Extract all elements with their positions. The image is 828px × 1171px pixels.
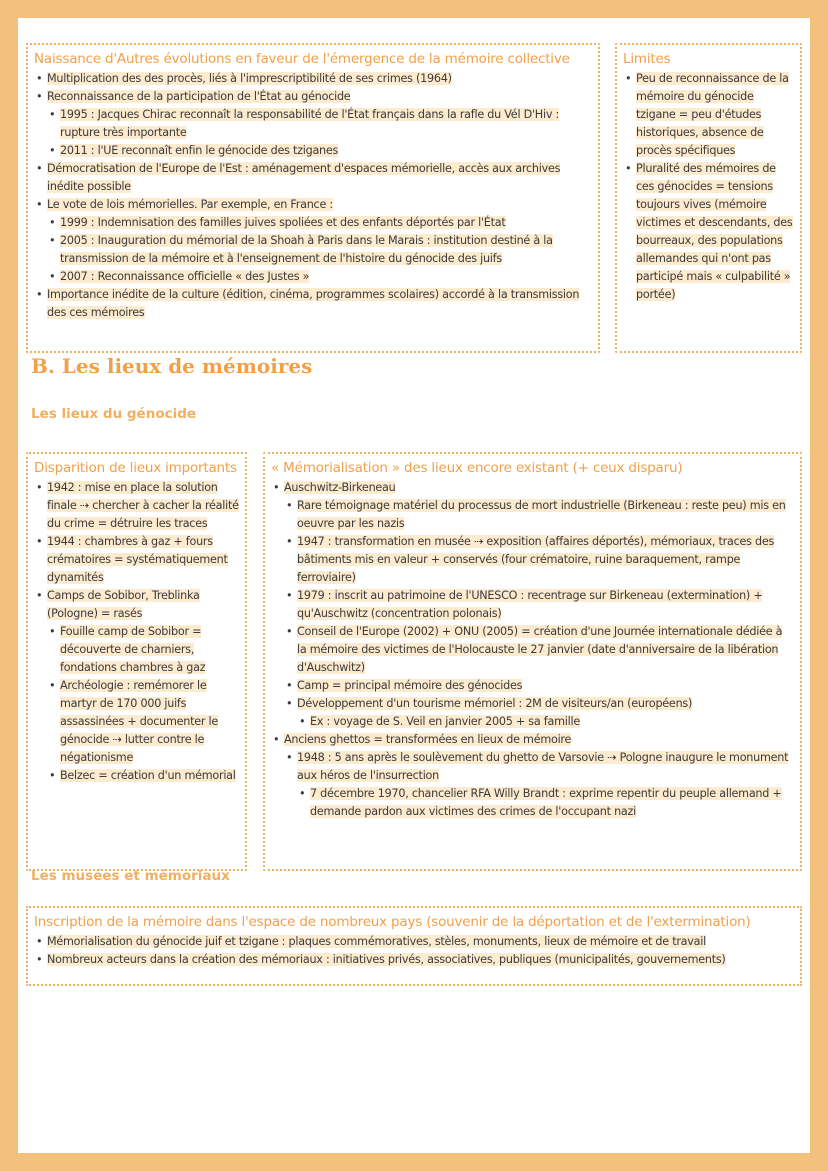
list-item: • 1995 : Jacques Chirac reconnaît la responsabilité de l'État français dans la rafle du Vél D'Hiv : rupture très importante [60,106,592,142]
list-item: • Développement d'un tourisme mémoriel : 2M de visiteurs/an (européens) • Ex : voyage de S. Veil en janvier 2005 + sa famille [297,695,794,731]
list-item: • Reconnaissance de la participation de l'État au génocide • 1995 : Jacques Chirac reconnaît la responsabilité de l'État français dans la rafle du Vél D'Hiv : rupture très importante • 2011 : l'UE reconnaît enfin le génocide des tziganes [47,88,592,160]
list-item: • Archéologie : remémorer le martyr de 170 000 juifs assassinées + documenter le génocide ⇢ lutter contre le négationisme [60,677,239,767]
list-item: • Pluralité des mémoires de ces génocides = tensions toujours vives (mémoire victimes et descendants, des bourreaux, des populations allemandes qui n'ont pas participé mais « culpabilité » portée) [636,160,794,304]
memorialisation-list [271,479,794,821]
list-item: • Mémorialisation du génocide juif et tzigane : plaques commémoratives, stèles, monuments, lieux de mémoire et de travail [47,933,794,951]
disparition-box [26,452,247,871]
disparition-list [34,479,239,785]
list-item: • 1979 : inscrit au patrimoine de l'UNESCO : recentrage sur Birkeneau (extermination) + qu'Auschwitz (concentration polonais) [297,587,794,623]
list-item: • Nombreux acteurs dans la création des mémoriaux : initiatives privés, associatives, publiques (municipalités, gouvernements) [47,951,794,969]
list-item: • Multiplication des des procès, liés à l'imprescriptibilité de ses crimes (1964) [47,70,592,88]
evolutions-title: Naissance d'Autres évolutions en faveur de l'émergence de la mémoire collective [34,51,570,67]
list-item: • Camps de Sobibor, Treblinka (Pologne) = rasés • Fouille camp de Sobibor = découverte de charniers, fondations chambres à gaz • Archéologie : remémorer le martyr de 170 000 juifs assassinées + documenter le génocide ⇢ lutter contre le négationisme • Belzec = création d'un mémorial [47,587,239,785]
list-item: • 7 décembre 1970, chancelier RFA Willy Brandt : exprime repentir du peuple allemand + demande pardon aux victimes des crimes de l'occupant nazi [310,785,794,821]
list-item: • Anciens ghettos = transformées en lieux de mémoire • 1948 : 5 ans après le soulèvement du ghetto de Varsovie ⇢ Pologne inaugure le monument aux héros de l'insurrection • 7 décembre 1970, chancelier RFA Willy Brandt : exprime repentir du peuple allemand + demande pardon aux victimes des crimes de l'occupant nazi [284,731,794,821]
list-item: • Camp = principal mémoire des génocides [297,677,794,695]
inscription-title: Inscription de la mémoire dans l'espace de nombreux pays (souvenir de la déportation et de l'extermination) [34,914,751,930]
list-item: • 1944 : chambres à gaz + fours crématoires = systématiquement dynamités [47,533,239,587]
list-item: • Fouille camp de Sobibor = découverte de charniers, fondations chambres à gaz [60,623,239,677]
memorialisation-box [263,452,802,871]
evolutions-list [34,70,592,322]
list-item: • 1947 : transformation en musée ⇢ exposition (affaires déportés), mémoriaux, traces des bâtiments mis en valeur + conservés (four crématoire, ruine baraquement, rampe ferroviaire) [297,533,794,587]
evolutions-box [26,43,600,353]
list-item: • 2005 : Inauguration du mémorial de la Shoah à Paris dans le Marais : institution destiné à la transmission de la mémoire et à l'enseignement de l'histoire du génocide des juifs [60,232,592,268]
subtitle-musees-memoriaux: Les musées et mémoriaux [31,868,230,884]
subtitle-lieux-genocide: Les lieux du génocide [31,406,197,422]
list-item: • Ex : voyage de S. Veil en janvier 2005 + sa famille [310,713,794,731]
disparition-title: Disparition de lieux importants [34,460,237,476]
list-item: • Le vote de lois mémorielles. Par exemple, en France : • 1999 : Indemnisation des familles juives spoliées et des enfants déportés par l'État • 2005 : Inauguration du mémorial de la Shoah à Paris dans le Marais : institution destiné à la transmission de la mémoire et à l'enseignement de l'histoire du génocide des juifs • 2007 : Reconnaissance officielle « des Justes » [47,196,592,286]
limites-title: Limites [623,51,671,67]
list-item: • Peu de reconnaissance de la mémoire du génocide tzigane = peu d'études historiques, absence de procès spécifiques [636,70,794,160]
list-item: • 2007 : Reconnaissance officielle « des Justes » [60,268,592,286]
list-item: • 1948 : 5 ans après le soulèvement du ghetto de Varsovie ⇢ Pologne inaugure le monument aux héros de l'insurrection • 7 décembre 1970, chancelier RFA Willy Brandt : exprime repentir du peuple allemand + demande pardon aux victimes des crimes de l'occupant nazi [297,749,794,821]
list-item: • 2011 : l'UE reconnaît enfin le génocide des tziganes [60,142,592,160]
list-item: • 1942 : mise en place la solution finale ⇢ chercher à cacher la réalité du crime = détruire les traces [47,479,239,533]
page [18,18,810,1153]
list-item: • Auschwitz-Birkeneau • Rare témoignage matériel du processus de mort industrielle (Birkeneau : reste peu) mis en oeuvre par les nazis • 1947 : transformation en musée ⇢ exposition (affaires déportés), mémoriaux, traces des bâtiments mis en valeur + conservés (four crématoire, ruine baraquement, rampe ferroviaire) • 1979 : inscrit au patrimoine de l'UNESCO : recentrage sur Birkeneau (extermination) + qu'Auschwitz (concentration polonais) • Conseil de l'Europe (2002) + ONU (2005) = création d'une Journée internationale dédiée à la mémoire des victimes de l'Holocauste le 27 janvier (date d'anniversaire de la libération d'Auschwitz) • Camp = principal mémoire des génocides • Développement d'un tourisme mémoriel : 2M de visiteurs/an (européens) • Ex : voyage de S. Veil en janvier 2005 + sa famille [284,479,794,731]
list-item: • Démocratisation de l'Europe de l'Est : aménagement d'espaces mémorielle, accès aux archives inédite possible [47,160,592,196]
list-item: • 1999 : Indemnisation des familles juives spoliées et des enfants déportés par l'État [60,214,592,232]
section-title: B. Les lieux de mémoires [31,354,313,378]
inscription-box [26,906,802,986]
limites-list [623,70,794,304]
list-item: • Importance inédite de la culture (édition, cinéma, programmes scolaires) accordé à la transmission des ces mémoires [47,286,592,322]
list-item: • Belzec = création d'un mémorial [60,767,239,785]
memorialisation-title: « Mémorialisation » des lieux encore existant (+ ceux disparu) [271,460,683,476]
list-item: • Conseil de l'Europe (2002) + ONU (2005) = création d'une Journée internationale dédiée à la mémoire des victimes de l'Holocauste le 27 janvier (date d'anniversaire de la libération d'Auschwitz) [297,623,794,677]
inscription-list [34,933,794,969]
list-item: • Rare témoignage matériel du processus de mort industrielle (Birkeneau : reste peu) mis en oeuvre par les nazis [297,497,794,533]
limites-box [615,43,802,353]
